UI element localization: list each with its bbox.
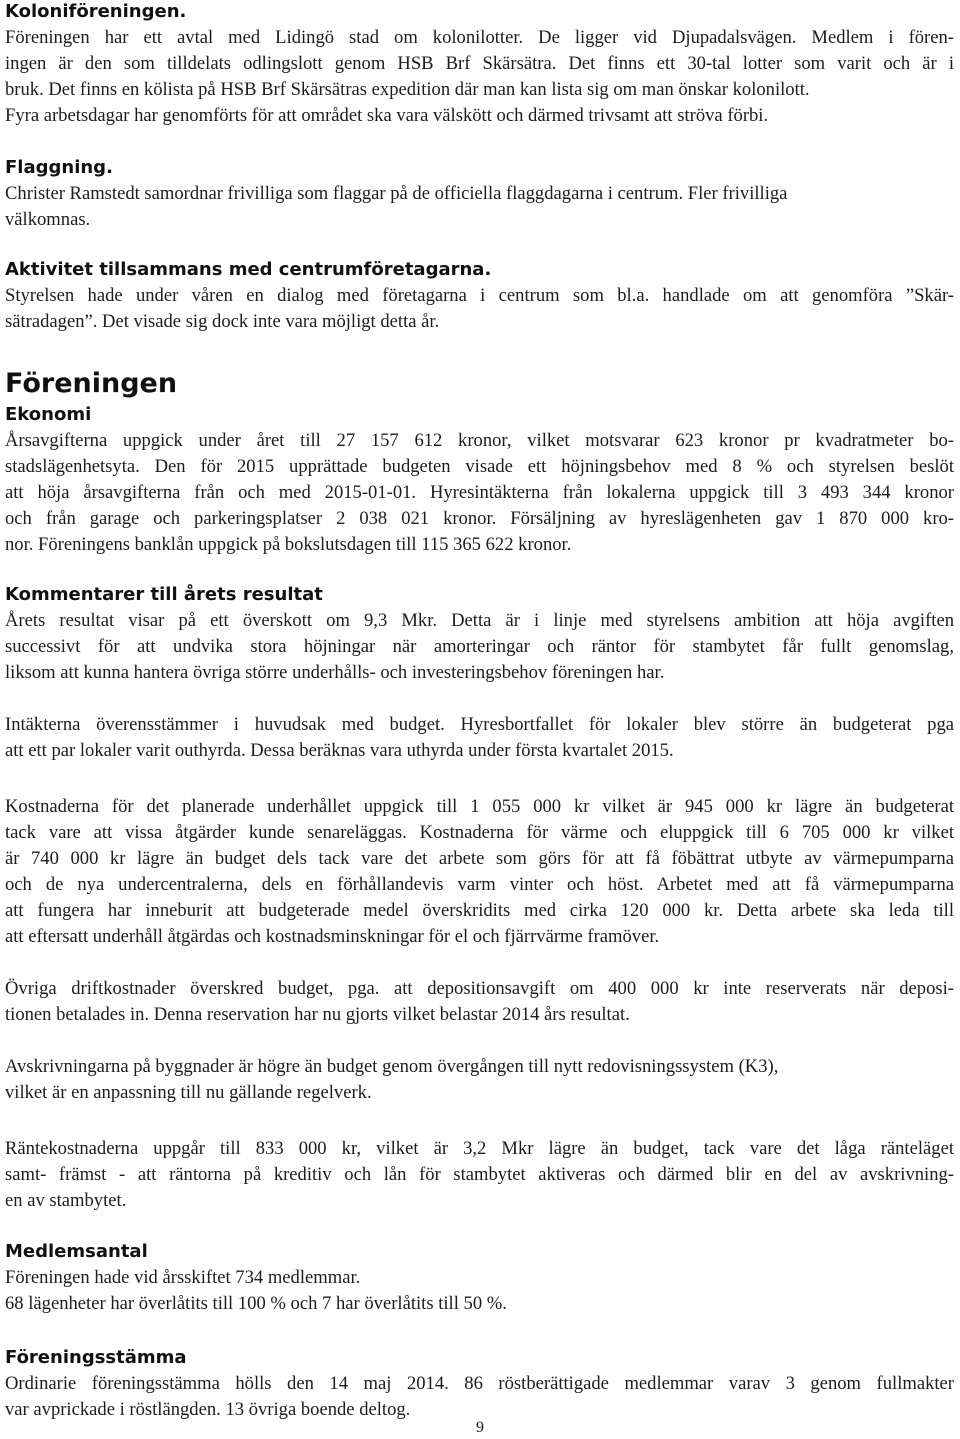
text-line: Räntekostnaderna uppgår till 833 000 kr, vilket är 3,2 Mkr lägre än budget, tack vare det låga ränteläget xyxy=(5,1138,954,1159)
text-line: liksom att kunna hantera övriga större underhålls- och investeringsbehov föreningen har. xyxy=(5,662,665,683)
text-line: Kostnaderna för det planerade underhållet uppgick till 1 055 000 kr vilket är 945 000 kr lägre än budgeterat xyxy=(5,796,954,817)
text-line: är 740 000 kr lägre än budget dels tack vare det arbete som görs för att få föbättrat utbyte av värmepumparna xyxy=(5,848,954,869)
section-heading: Koloniföreningen. xyxy=(5,1,187,22)
text-line: bruk. Det finns en kölista på HSB Brf Skärsätras expedition där man kan lista sig om man önskar kolonilott. xyxy=(5,79,810,100)
section-heading: Medlemsantal xyxy=(5,1241,148,1262)
text-line: Övriga driftkostnader överskred budget, pga. att depositionsavgift om 400 000 kr inte reserverats när deposi- xyxy=(5,978,954,999)
page-title: Föreningen xyxy=(5,368,178,399)
text-line: Årets resultat visar på ett överskott om 9,3 Mkr. Detta är i linje med styrelsens ambition att höja avgiften xyxy=(5,610,954,631)
paragraph xyxy=(5,181,954,233)
text-line: Styrelsen hade under våren en dialog med företagarna i centrum som bl.a. handlade om att genomföra ”Skär- xyxy=(5,285,954,306)
text-line: 68 lägenheter har överlåtits till 100 % och 7 har överlåtits till 50 %. xyxy=(5,1293,507,1314)
text-line: Christer Ramstedt samordnar frivilliga som flaggar på de officiella flaggdagarna i centrum. Fler frivilliga xyxy=(5,183,788,204)
section-flaggning xyxy=(5,155,954,233)
text-line: och från garage och parkeringsplatser 2 038 021 kronor. Försäljning av hyreslägenheten gav 1 870 000 kro- xyxy=(5,508,954,529)
paragraph xyxy=(5,25,954,129)
text-line: Fyra arbetsdagar har genomförts för att området ska vara välskött och därmed trivsamt att ströva förbi. xyxy=(5,105,769,126)
text-line: nor. Föreningens banklån uppgick på bokslutsdagen till 115 365 622 kronor. xyxy=(5,534,572,555)
section-heading: Aktivitet tillsammans med centrumföretagarna. xyxy=(5,259,492,280)
section-heading: Föreningsstämma xyxy=(5,1347,187,1368)
paragraph xyxy=(5,976,954,1028)
text-line: tack vare att vissa åtgärder kunde senareläggas. Kostnaderna för värme och eluppgick till 6 705 000 kr vilket xyxy=(5,822,954,843)
text-line: successivt för att undvika stora höjningar när amorteringar och räntor för stambytet får fullt genomslag, xyxy=(5,636,954,657)
text-line: att höja årsavgifterna från och med 2015-01-01. Hyresintäkterna från lokalerna uppgick till 3 493 344 kronor xyxy=(5,482,954,503)
section-heading: Flaggning. xyxy=(5,157,113,178)
section-foreningsstamma xyxy=(5,1345,954,1423)
text-line: en av stambytet. xyxy=(5,1190,127,1211)
text-line: Föreningen har ett avtal med Lidingö stad om kolonilotter. De ligger vid Djupadalsvägen. Medlem i fören- xyxy=(5,27,954,48)
paragraph xyxy=(5,1371,954,1423)
paragraph xyxy=(5,712,954,764)
section-medlemsantal xyxy=(5,1239,954,1317)
text-line: Föreningen hade vid årsskiftet 734 medlemmar. xyxy=(5,1267,361,1288)
paragraph xyxy=(5,1265,954,1317)
text-line: samt- främst - att räntorna på kreditiv och lån för stambytet aktiveras och därmed blir en del av avskrivning- xyxy=(5,1164,954,1185)
section-heading: Kommentarer till årets resultat xyxy=(5,584,323,605)
text-line: att ett par lokaler varit outhyrda. Dessa beräknas vara uthyrda under första kvartalet 2015. xyxy=(5,740,674,761)
paragraph xyxy=(5,428,954,558)
text-line: att fungera har inneburit att budgeterade medel överskridits med cirka 120 000 kr. Detta arbete ska leda till xyxy=(5,900,954,921)
section-foreningen xyxy=(5,366,954,558)
text-line: Ordinarie föreningsstämma hölls den 14 maj 2014. 86 röstberättigade medlemmar varav 3 genom fullmakter xyxy=(5,1373,954,1394)
section-heading: Ekonomi xyxy=(5,404,92,425)
paragraph xyxy=(5,283,954,335)
text-line: stadslägenhetsyta. Den för 2015 upprättade budgeten visade ett höjningsbehov med 8 % och styrelsen beslöt xyxy=(5,456,954,477)
section-aktivitet xyxy=(5,257,954,335)
page-number: 9 xyxy=(476,1419,484,1436)
paragraph xyxy=(5,1054,954,1106)
text-line: sätradagen”. Det visade sig dock inte vara möjligt detta år. xyxy=(5,311,440,332)
text-line: Avskrivningarna på byggnader är högre än budget genom övergången till nytt redovisningssystem (K3), xyxy=(5,1056,779,1077)
text-line: tionen betalades in. Denna reservation har nu gjorts vilket belastar 2014 års resultat. xyxy=(5,1004,630,1025)
section-koloniforeningen xyxy=(5,0,954,129)
text-line: att eftersatt underhåll åtgärdas och kostnadsminskningar för el och fjärrvärme framöver. xyxy=(5,926,660,947)
text-line: Intäkterna överensstämmer i huvudsak med budget. Hyresbortfallet för lokaler blev större än budgeterat pga xyxy=(5,714,954,735)
text-line: ingen är den som tilldelats odlingslott genom HSB Brf Skärsätra. Det finns ett 30-tal lotter som varit och är i xyxy=(5,53,954,74)
paragraph xyxy=(5,794,954,950)
text-line: och de nya undercentralerna, dels en förhållandevis varm vinter och höst. Arbetet med att få värmepumparna xyxy=(5,874,954,895)
section-kommentarer xyxy=(5,582,954,686)
text-line: Årsavgifterna uppgick under året till 27 157 612 kronor, vilket motsvarar 623 kronor pr kvadratmeter bo- xyxy=(5,430,954,451)
text-line: vilket är en anpassning till nu gällande regelverk. xyxy=(5,1082,372,1103)
text-line: var avprickade i röstlängden. 13 övriga boende deltog. xyxy=(5,1399,411,1420)
text-line: välkomnas. xyxy=(5,209,91,230)
paragraph xyxy=(5,608,954,686)
paragraph xyxy=(5,1136,954,1214)
